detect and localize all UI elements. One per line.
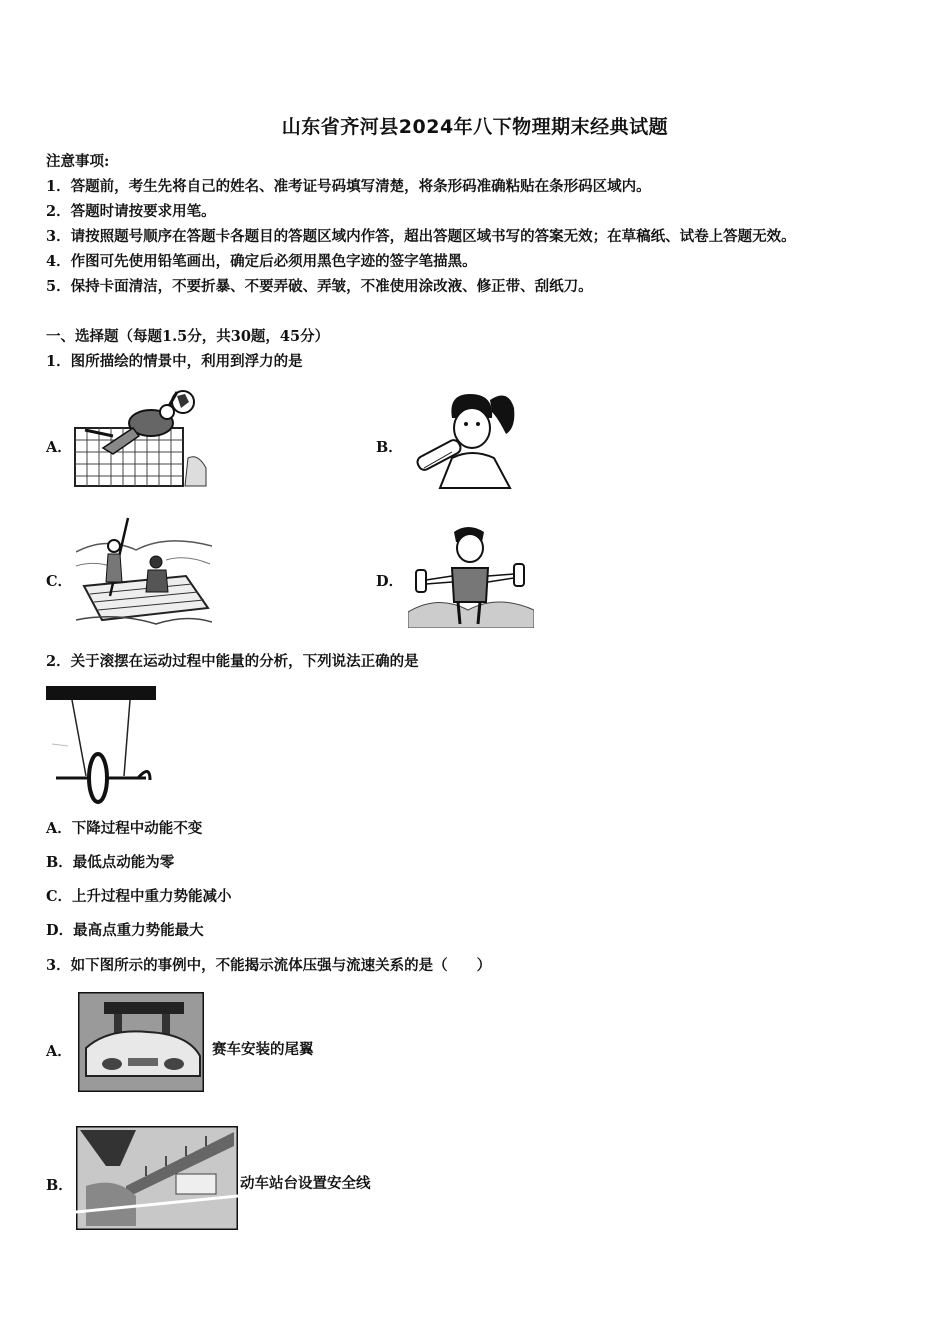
notice-heading: 注意事项: bbox=[46, 153, 110, 170]
page-title: 山东省齐河县2024年八下物理期末经典试题 bbox=[281, 116, 669, 138]
q3-option-a-label: A． bbox=[46, 1043, 72, 1060]
q3-option-a-image-race-car bbox=[78, 992, 204, 1092]
notice-item: 2．答题时请按要求用笔。 bbox=[46, 203, 216, 220]
q3-option-b-image-train-platform bbox=[76, 1126, 238, 1230]
q3-option-b-caption: 动车站台设置安全线 bbox=[240, 1175, 371, 1192]
notice-item: 4．作图可先使用铅笔画出，确定后必须用黑色字迹的签字笔描黑。 bbox=[46, 253, 477, 270]
notice-item: 5．保持卡面清洁，不要折暴、不要弄破、弄皱，不准使用涂改液、修正带、刮纸刀。 bbox=[46, 278, 593, 295]
question-3-stem: 3．如下图所示的事例中，不能揭示流体压强与流速关系的是（ ） bbox=[46, 957, 492, 974]
question-2-stem: 2．关于滚摆在运动过程中能量的分析，下列说法正确的是 bbox=[46, 653, 419, 670]
q2-image-maxwell-pendulum bbox=[46, 684, 158, 808]
q1-option-a-label: A． bbox=[46, 439, 72, 456]
q1-option-c-label: C． bbox=[46, 573, 73, 590]
q1-option-d-image-chest-expander bbox=[408, 524, 534, 628]
q2-option-a: A．下降过程中动能不变 bbox=[46, 820, 203, 837]
section-heading: 一、选择题（每题1.5分，共30题，45分） bbox=[46, 328, 330, 345]
q1-option-b-label: B． bbox=[376, 439, 403, 456]
q1-option-b-image-girl-drinking bbox=[412, 388, 520, 490]
q2-option-d: D．最高点重力势能最大 bbox=[46, 922, 204, 939]
q2-option-c: C．上升过程中重力势能减小 bbox=[46, 888, 232, 905]
q1-option-c-image-raft bbox=[76, 516, 212, 628]
q3-option-b-label: B． bbox=[46, 1177, 73, 1194]
notice-item: 1．答题前，考生先将自己的姓名、准考证号码填写清楚，将条形码准确粘贴在条形码区域内。 bbox=[46, 178, 651, 195]
q2-option-b: B．最低点动能为零 bbox=[46, 854, 175, 871]
question-1-stem: 1．图所描绘的情景中，利用到浮力的是 bbox=[46, 353, 303, 370]
notice-item: 3．请按照题号顺序在答题卡各题目的答题区域内作答，超出答题区域书写的答案无效；在草稿纸、试卷上答题无效。 bbox=[46, 228, 796, 245]
q1-option-d-label: D． bbox=[376, 573, 404, 590]
q1-option-a-image-goalkeeper bbox=[73, 388, 208, 490]
q3-option-a-caption: 赛车安装的尾翼 bbox=[212, 1041, 314, 1058]
